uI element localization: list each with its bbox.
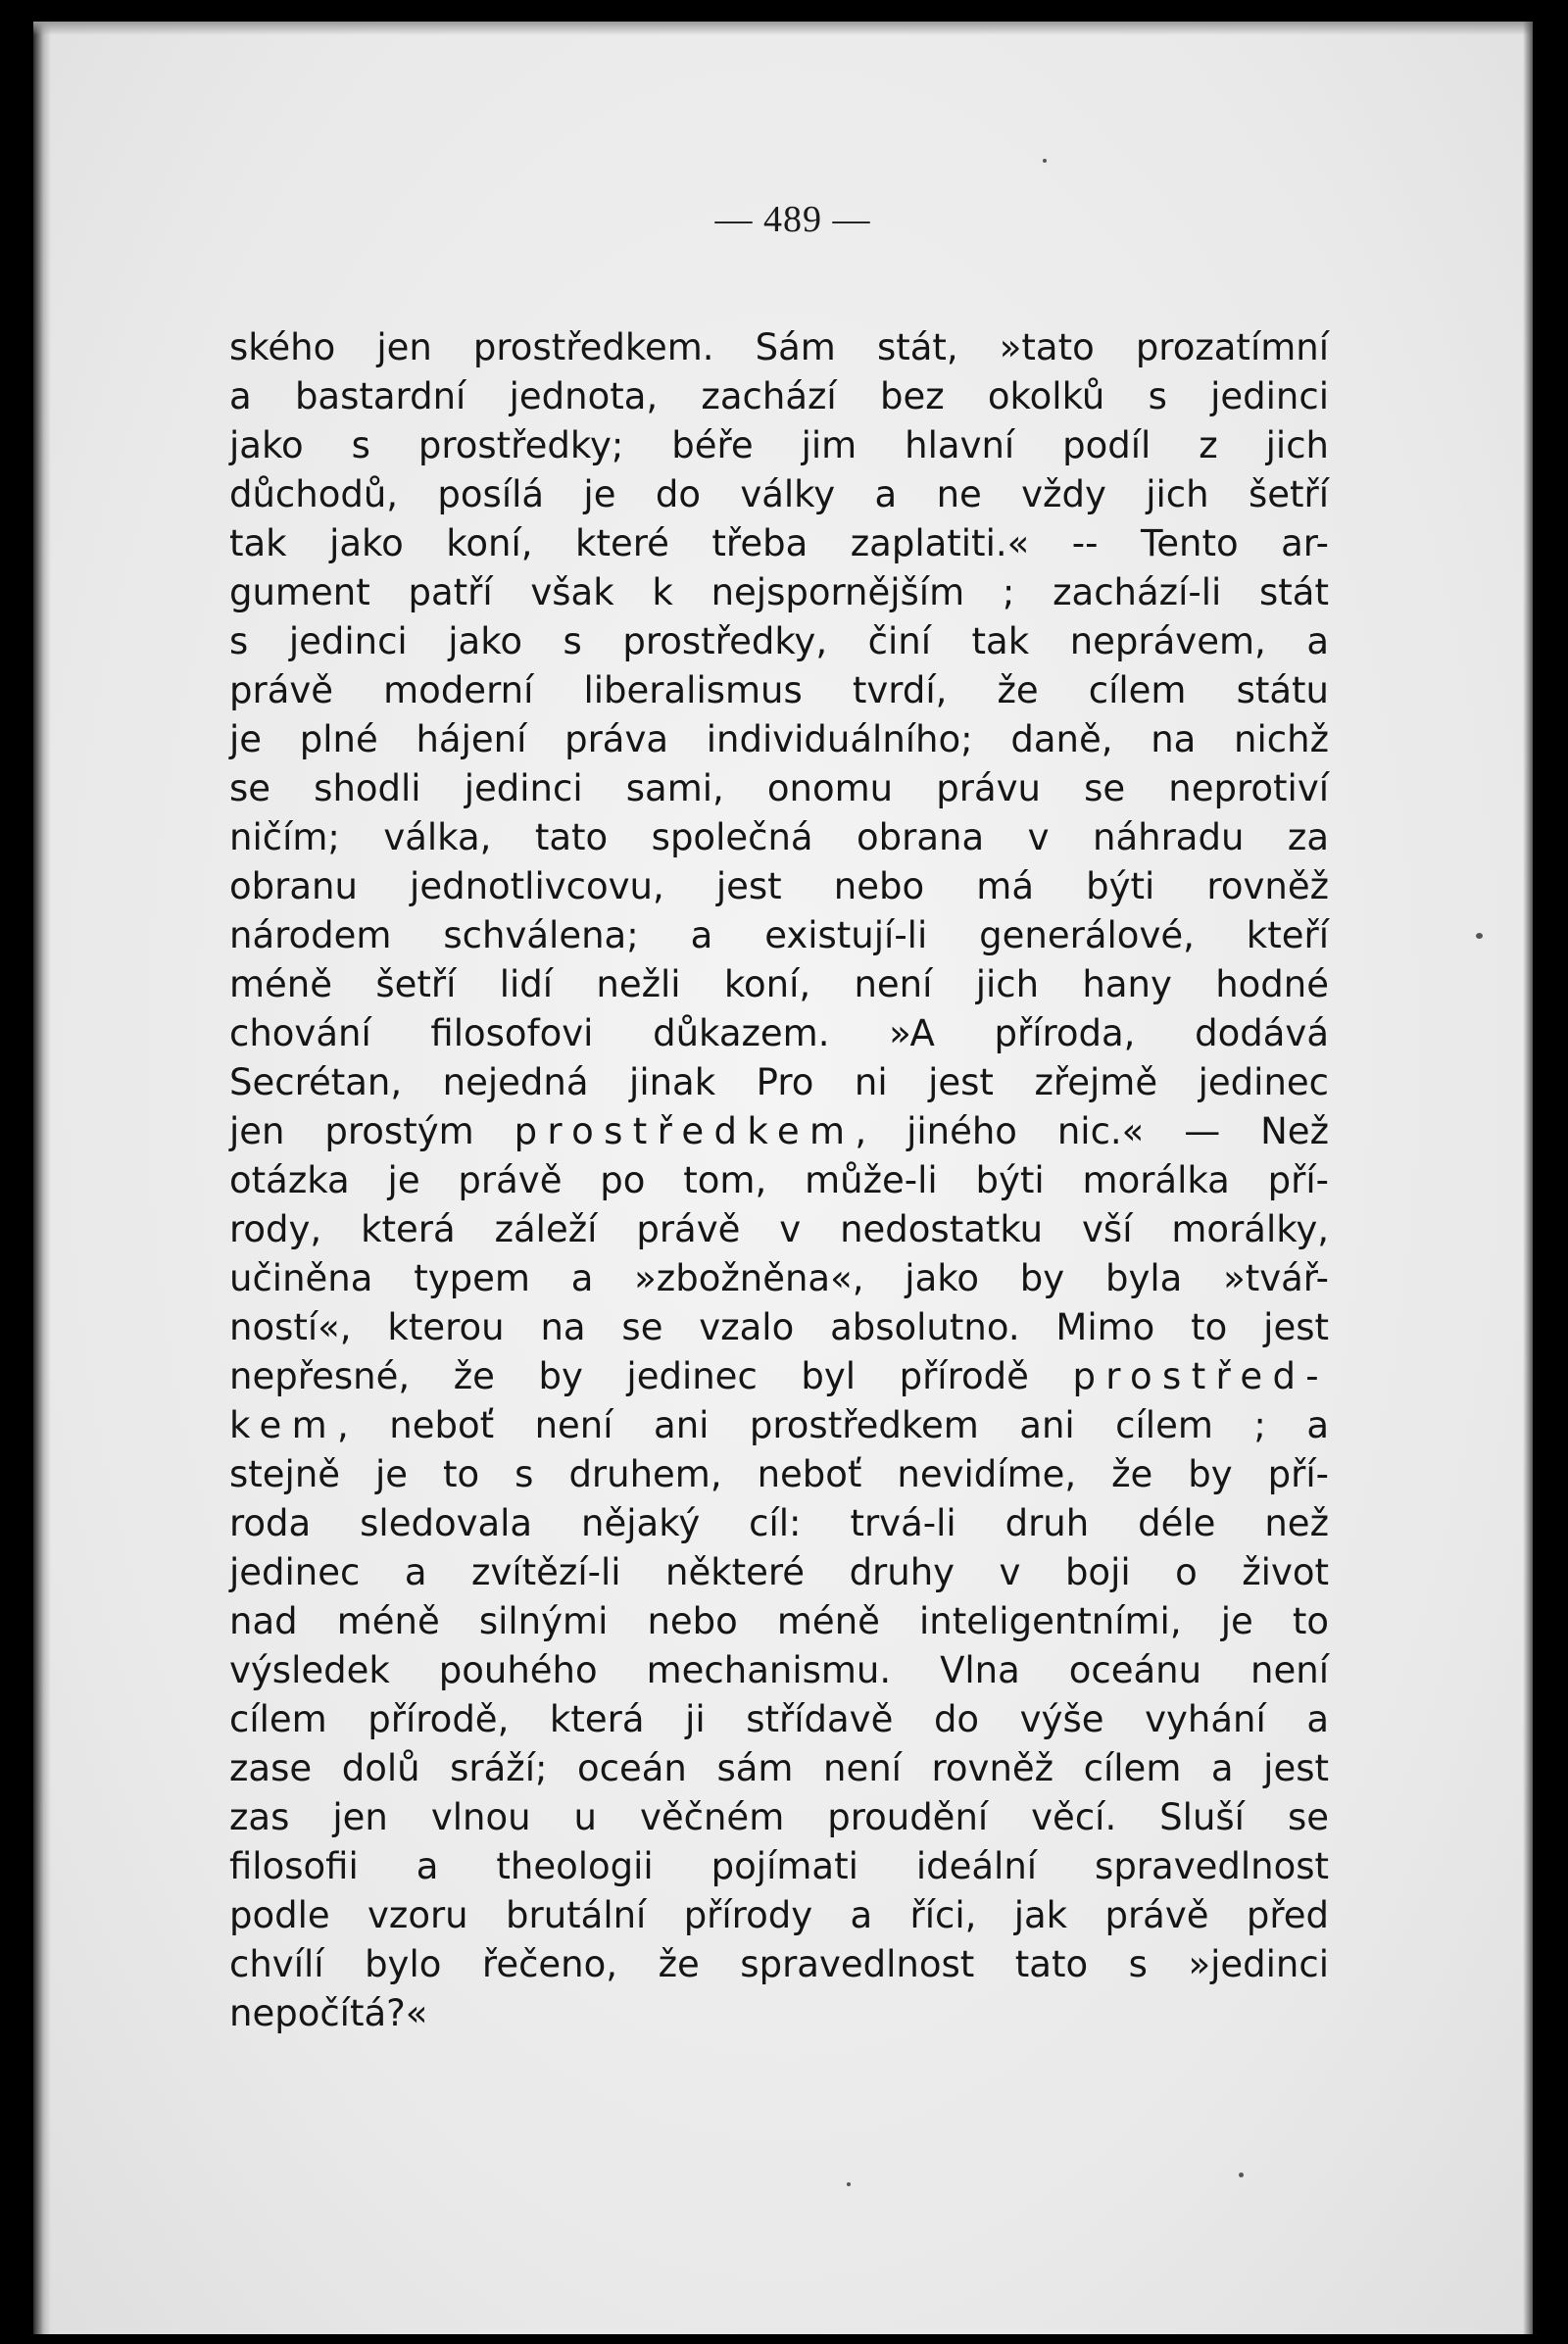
text-line (229, 960, 1329, 1009)
line-segment: jedinec a zvítězí-li některé druhy v boji o život (229, 1551, 1329, 1593)
line-segment: , neboť není ani prostředkem ani cílem ; a (337, 1404, 1329, 1446)
text-line (229, 715, 1329, 764)
page-number: — 489 — (714, 199, 871, 240)
binding-shadow (33, 22, 51, 2334)
line-segment: rody, která záleží právě v nedostatku vší morálky, (229, 1208, 1329, 1250)
line-segment: méně šetří lidí nežli koní, není jich hany hodné (229, 963, 1329, 1005)
line-segment: filosofii a theologii pojímati ideální spravedlnost (229, 1845, 1329, 1887)
body-text (229, 323, 1329, 2038)
line-segment: ského jen prostředkem. Sám stát, »tato prozatímní (229, 326, 1329, 368)
line-segment: podle vzoru brutální přírody a říci, jak právě před (229, 1894, 1329, 1936)
text-line (229, 470, 1329, 519)
text-line (229, 617, 1329, 666)
line-segment: gument patří však k nejspornějším ; zachází-li stát (229, 571, 1329, 613)
text-line (229, 1450, 1329, 1499)
line-segment: se shodli jedinci sami, onomu právu se neprotiví (229, 767, 1329, 809)
text-line (229, 1352, 1329, 1401)
emphasized-word: prostředkem (514, 1110, 856, 1152)
line-segment: roda sledovala nějaký cíl: trvá-li druh déle než (229, 1502, 1329, 1544)
text-line (229, 1989, 1329, 2038)
line-segment: jen prostým (229, 1110, 514, 1152)
text-line (229, 568, 1329, 617)
line-segment: otázka je právě po tom, může-li býti morálka pří- (229, 1159, 1329, 1201)
text-line (229, 813, 1329, 862)
text-line (229, 1891, 1329, 1940)
line-segment: , jiného nic.« — Než (855, 1110, 1329, 1152)
line-segment: nad méně silnými nebo méně inteligentními, je to (229, 1600, 1329, 1642)
line-segment: důchodů, posílá je do války a ne vždy jich šetří (229, 473, 1329, 515)
dust-speck (847, 2182, 851, 2186)
line-segment: chování filosofovi důkazem. »A příroda, dodává (229, 1012, 1329, 1054)
text-line (229, 1744, 1329, 1793)
text-line (229, 421, 1329, 470)
line-segment: je plné hájení práva individuálního; daně, na nichž (229, 718, 1329, 760)
line-segment: cílem přírodě, která ji střídavě do výše vyhání a (229, 1698, 1329, 1740)
text-line (229, 1156, 1329, 1205)
line-segment: chvílí bylo řečeno, že spravedlnost tato s »jedinci (229, 1943, 1329, 1985)
line-segment: národem schválena; a existují-li generálové, kteří (229, 914, 1329, 956)
line-segment: ničím; válka, tato společná obrana v náhradu za (229, 816, 1329, 858)
text-line (229, 323, 1329, 372)
line-segment: nepřesné, že by jedinec byl přírodě (229, 1355, 1073, 1397)
line-segment: právě moderní liberalismus tvrdí, že cílem státu (229, 669, 1329, 711)
text-line (229, 1107, 1329, 1156)
text-line (229, 1205, 1329, 1254)
line-segment: obranu jednotlivcovu, jest nebo má býti rovněž (229, 865, 1329, 907)
book-page (33, 22, 1533, 2334)
line-segment: nepočítá?« (229, 1992, 428, 2034)
text-line (229, 519, 1329, 568)
text-line (229, 862, 1329, 911)
line-segment: stejně je to s druhem, neboť nevidíme, že by pří- (229, 1453, 1329, 1495)
dust-speck (1476, 933, 1483, 939)
text-line (229, 1548, 1329, 1597)
line-segment: výsledek pouhého mechanismu. Vlna oceánu není (229, 1649, 1329, 1691)
text-line (229, 666, 1329, 715)
emphasized-word: prostřed- (1072, 1355, 1329, 1397)
line-segment: Secrétan, nejedná jinak Pro ni jest zřejmě jedinec (229, 1061, 1329, 1103)
text-line (229, 1597, 1329, 1646)
text-line (229, 911, 1329, 960)
line-segment: a bastardní jednota, zachází bez okolků s jedinci (229, 375, 1329, 417)
dust-speck (1239, 2173, 1244, 2177)
emphasized-word: kem (229, 1404, 337, 1446)
text-line (229, 1303, 1329, 1352)
dust-speck (1043, 159, 1047, 163)
text-line (229, 1058, 1329, 1107)
line-segment: zase dolů sráží; oceán sám není rovněž cílem a jest (229, 1747, 1329, 1789)
text-line (229, 1695, 1329, 1744)
text-line (229, 1646, 1329, 1695)
line-segment: jako s prostředky; béře jim hlavní podíl z jich (229, 424, 1329, 466)
top-edge-shadow (33, 22, 1533, 35)
text-line (229, 1254, 1329, 1303)
line-segment: učiněna typem a »zbožněna«, jako by byla »tvář- (229, 1257, 1329, 1299)
text-line (229, 1009, 1329, 1058)
text-line (229, 372, 1329, 421)
text-line (229, 1842, 1329, 1891)
line-segment: zas jen vlnou u věčném proudění věcí. Sluší se (229, 1796, 1329, 1838)
right-page-edge (1523, 22, 1533, 2334)
line-segment: tak jako koní, které třeba zaplatiti.« -- Tento ar- (229, 522, 1329, 564)
line-segment: ností«, kterou na se vzalo absolutno. Mimo to jest (229, 1306, 1329, 1348)
text-line (229, 1940, 1329, 1989)
line-segment: s jedinci jako s prostředky, činí tak neprávem, a (229, 620, 1329, 662)
text-line (229, 1793, 1329, 1842)
text-line (229, 764, 1329, 813)
text-line (229, 1499, 1329, 1548)
text-line (229, 1401, 1329, 1450)
